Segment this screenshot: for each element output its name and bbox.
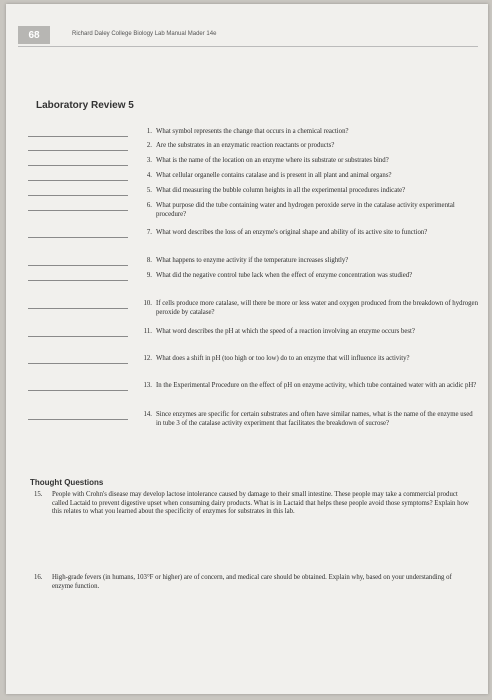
answer-line[interactable] — [28, 136, 128, 137]
question-text: What did the negative control tube lack when the effect of enzyme concentration was studied? — [156, 272, 413, 279]
question-text: What happens to enzyme activity if the temperature increases slightly? — [156, 257, 349, 264]
question-text: What symbol represents the change that occurs in a chemical reaction? — [156, 128, 349, 135]
question-number: 16. — [34, 574, 43, 581]
question-number: 14. — [143, 411, 152, 418]
question-text: What does a shift in pH (too high or too low) do to an enzyme that will influence its activity? — [156, 355, 410, 362]
answer-line[interactable] — [28, 180, 128, 181]
answer-line[interactable] — [28, 195, 128, 196]
question-text: Are the substrates in an enzymatic reaction reactants or products? — [156, 142, 335, 149]
answer-line[interactable] — [28, 165, 128, 166]
question-number: 12. — [143, 355, 152, 362]
answer-line[interactable] — [28, 419, 128, 420]
answer-line[interactable] — [28, 237, 128, 238]
question-number: 1. — [146, 128, 152, 135]
answer-line[interactable] — [28, 210, 128, 211]
question-number: 10. — [143, 300, 152, 307]
answer-line[interactable] — [28, 150, 128, 151]
thought-questions-title: Thought Questions — [30, 478, 104, 487]
question-text: What is the name of the location on an enzyme where its substrate or substrates bind? — [156, 157, 389, 164]
answer-line[interactable] — [28, 280, 128, 281]
question-number: 7. — [146, 229, 152, 236]
header-rule — [18, 46, 478, 47]
page-number: 68 — [18, 26, 50, 44]
question-number: 8. — [146, 257, 152, 264]
question-text: What purpose did the tube containing water and hydrogen peroxide serve in the catalase activity experimental procedure? — [156, 202, 455, 218]
answer-line[interactable] — [28, 265, 128, 266]
question-text: Since enzymes are specific for certain substrates and often have similar names, what is the name of the enzyme used in tube 3 of the catalase activity experiment that facilitates the breakdown of sucrose? — [156, 411, 473, 427]
question-text: People with Crohn's disease may develop lactose intolerance caused by damage to their small intestine. These people may take a commercial product called Lactaid to prevent digestive upset when consuming dairy products. What is in Lactaid that helps these people avoid those symptoms? Explain how this relates to what you learned about the specificity of enzymes for substrates in this lab. — [52, 491, 469, 516]
question-text: If cells produce more catalase, will there be more or less water and oxygen produced from the breakdown of hydrogen peroxide by catalase? — [156, 300, 478, 316]
question-number: 9. — [146, 272, 152, 279]
question-number: 11. — [143, 328, 152, 335]
answer-line[interactable] — [28, 390, 128, 391]
running-head: Richard Daley College Biology Lab Manual Mader 14e — [72, 31, 217, 37]
question-number: 4. — [146, 172, 152, 179]
manual-page — [6, 4, 488, 694]
question-number: 5. — [146, 187, 152, 194]
question-text: What word describes the loss of an enzyme's original shape and ability of its active site to function? — [156, 229, 428, 236]
answer-line[interactable] — [28, 336, 128, 337]
question-number: 13. — [143, 382, 152, 389]
question-text: What cellular organelle contains catalase and is present in all plant and animal organs? — [156, 172, 392, 179]
question-text: High-grade fevers (in humans, 103°F or higher) are of concern, and medical care should be obtained. Explain why, based on your understanding of enzyme function. — [52, 574, 452, 590]
answer-line[interactable] — [28, 308, 128, 309]
laboratory-review-title: Laboratory Review 5 — [36, 100, 134, 111]
answer-line[interactable] — [28, 363, 128, 364]
question-number: 3. — [146, 157, 152, 164]
question-text: In the Experimental Procedure on the effect of pH on enzyme activity, which tube contained water with an acidic pH? — [156, 382, 477, 389]
question-text: What did measuring the bubble column heights in all the experimental procedures indicate? — [156, 187, 406, 194]
question-number: 15. — [34, 491, 43, 498]
question-number: 6. — [146, 202, 152, 209]
question-number: 2. — [146, 142, 152, 149]
question-text: What word describes the pH at which the speed of a reaction involving an enzyme occurs best? — [156, 328, 415, 335]
